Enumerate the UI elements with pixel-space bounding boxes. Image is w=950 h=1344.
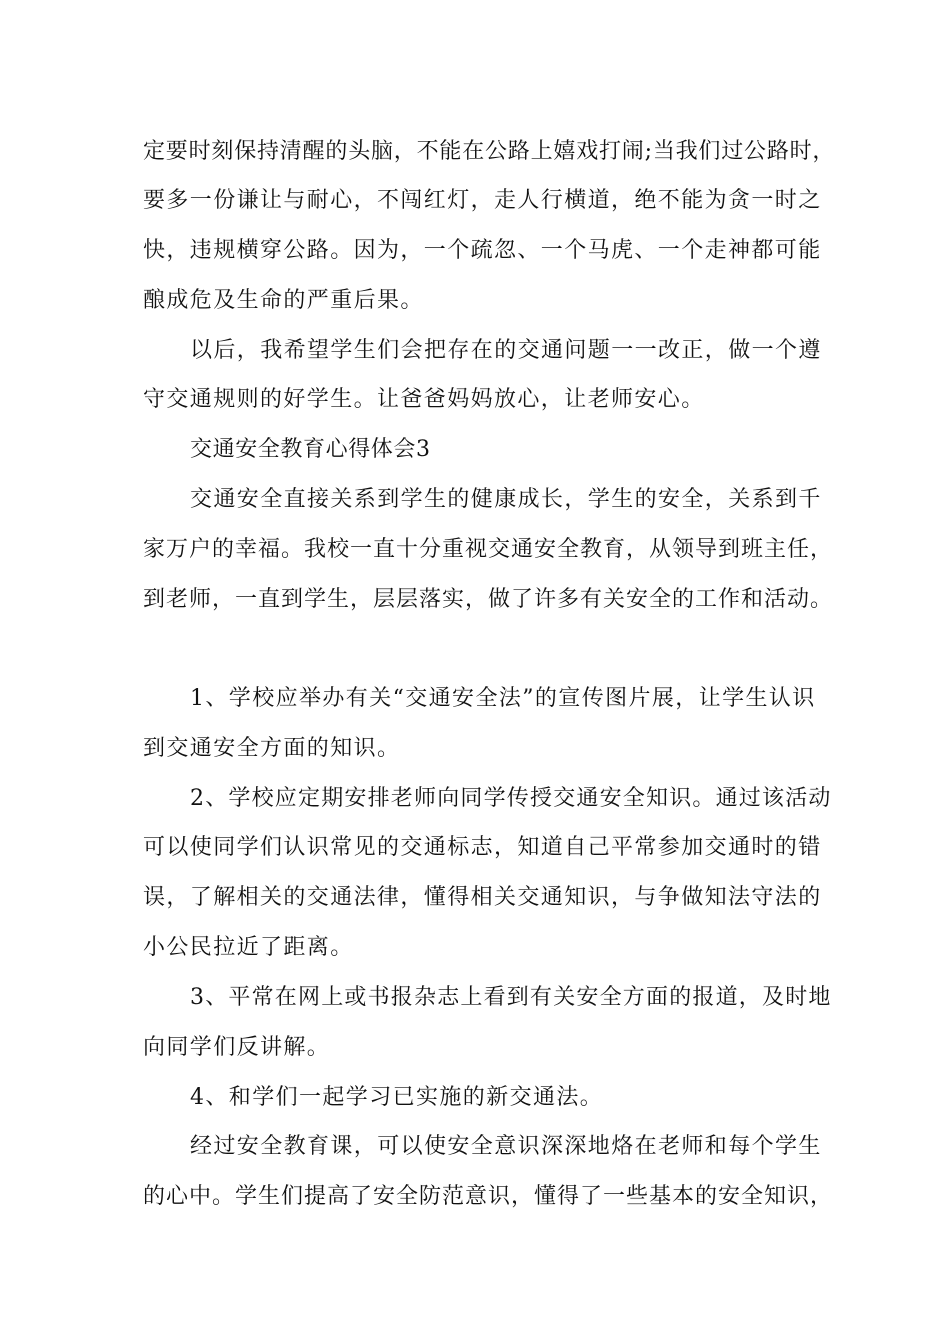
text-line: 误，了解相关的交通法律，懂得相关交通知识，与争做知法守法的 [143, 885, 822, 910]
list-item: 3、平常在网上或书报杂志上看到有关安全方面的报道，及时地 [190, 985, 832, 1010]
text-line: 快，违规横穿公路。因为，一个疏忽、一个马虎、一个走神都可能 [143, 238, 822, 263]
text-line: 小公民拉近了距离。 [143, 935, 354, 960]
text-line: 家万户的幸福。我校一直十分重视交通安全教育，从领导到班主任， [143, 537, 834, 562]
text-line: 酿成危及生命的严重后果。 [143, 288, 424, 313]
text-line: 到老师，一直到学生，层层落实，做了许多有关安全的工作和活动。 [143, 587, 834, 612]
text-line: 向同学们反讲解。 [143, 1035, 331, 1060]
paragraph-first-line: 以后，我希望学生们会把存在的交通问题一一改正，做一个遵 [190, 338, 822, 363]
text-line: 可以使同学们认识常见的交通标志，知道自己平常参加交通时的错 [143, 835, 822, 860]
list-item: 2、学校应定期安排老师向同学传授交通安全知识。通过该活动 [190, 786, 832, 811]
text-line: 要多一份谦让与耐心，不闯红灯，走人行横道，绝不能为贪一时之 [143, 188, 822, 213]
paragraph-first-line: 经过安全教育课，可以使安全意识深深地烙在老师和每个学生 [190, 1134, 822, 1159]
text-line: 到交通安全方面的知识。 [143, 736, 401, 761]
text-line: 定要时刻保持清醒的头脑，不能在公路上嬉戏打闹;当我们过公路时， [143, 139, 836, 164]
text-line: 守交通规则的好学生。让爸爸妈妈放心，让老师安心。 [143, 387, 705, 412]
list-item: 4、和学们一起学习已实施的新交通法。 [190, 1085, 604, 1110]
list-item: 1、学校应举办有关“交通安全法”的宣传图片展，让学生认识 [190, 686, 816, 711]
text-line: 的心中。学生们提高了安全防范意识，懂得了一些基本的安全知识， [143, 1184, 834, 1209]
paragraph-first-line: 交通安全直接关系到学生的健康成长，学生的安全，关系到千 [190, 487, 822, 512]
section-heading: 交通安全教育心得体会3 [190, 437, 431, 462]
